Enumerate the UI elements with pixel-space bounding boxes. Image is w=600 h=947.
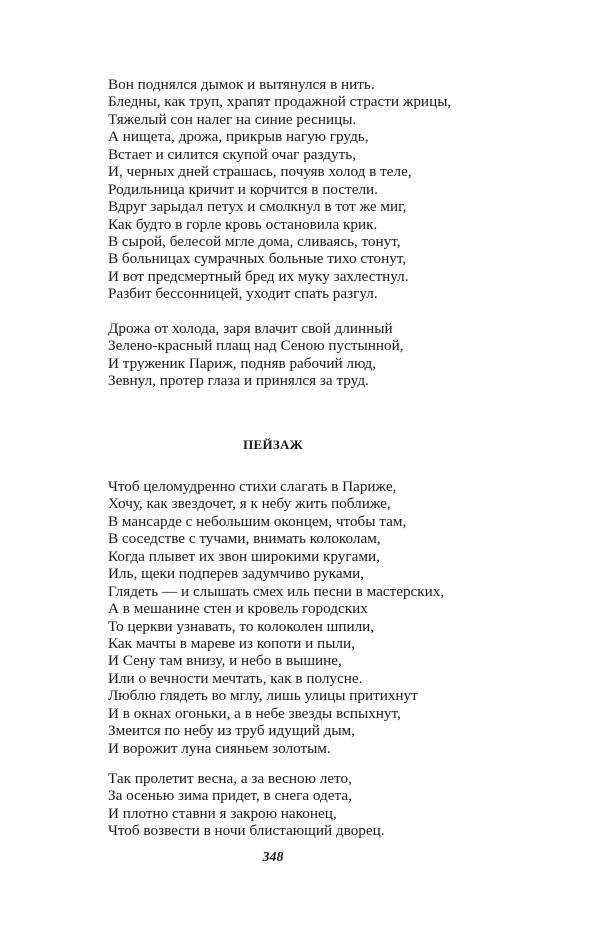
verse-line: И Сену там внизу, и небо в вышине,: [108, 652, 342, 670]
verse-line: Как будто в горле кровь остановила крик.: [108, 215, 378, 233]
verse-line: Чтоб целомудренно стихи слагать в Париже,: [108, 478, 397, 495]
verse-line: Хочу, как звездочет, я к небу жить поближе,: [108, 495, 391, 513]
verse-line: Вдруг зарыдал петух и смолкнул в тот же миг,: [108, 198, 407, 216]
verse-line: И труженик Париж, подняв рабочий люд,: [108, 354, 377, 372]
verse-line: Чтоб возвести в ночи блистающий дворец.: [108, 822, 385, 840]
verse-line: И вот предсмертный бред их муку захлестнул.: [108, 267, 409, 285]
verse-line: Или о вечности мечтать, как в полусне.: [108, 669, 363, 687]
verse-line: Тяжелый сон налег на синие ресницы.: [108, 110, 357, 128]
poem-stanza-4: [108, 770, 385, 840]
poem-stanza-3: [108, 478, 444, 757]
verse-line: В больницах сумрачных больные тихо стонут,: [108, 250, 407, 268]
verse-line: Бледны, как труп, храпят продажной страсти жрицы,: [108, 93, 452, 111]
verse-line: Когда плывет их звон широкими кругами,: [108, 547, 380, 565]
verse-line: Как мачты в мареве из копоти и пыли,: [108, 634, 355, 652]
verse-line: В сырой, белесой мгле дома, сливаясь, тонут,: [108, 232, 401, 250]
poem-title: ПЕЙЗАЖ: [243, 437, 303, 452]
verse-line: Иль, щеки подперев задумчиво руками,: [108, 565, 365, 583]
verse-line: И в окнах огоньки, а в небе звезды вспыхнут,: [108, 704, 401, 722]
verse-line: Змеится по небу из труб идущий дым,: [108, 722, 355, 740]
verse-line: Родильница кричит и корчится в постели.: [108, 180, 378, 198]
verse-line: Люблю глядеть во мглу, лишь улицы притихнут: [108, 687, 418, 705]
verse-line: Зевнул, протер глаза и принялся за труд.: [108, 372, 369, 390]
verse-line: В мансарде с небольшим оконцем, чтобы там,: [108, 512, 407, 530]
verse-line: Глядеть — и слышать смех иль песни в мастерских,: [108, 582, 445, 600]
verse-line: В соседстве с тучами, внимать колоколам,: [108, 530, 381, 548]
page-number: 348: [262, 850, 284, 865]
verse-line: То церкви узнавать, то колоколен шпили,: [108, 617, 375, 635]
verse-line: А нищета, дрожа, прикрыв нагую грудь,: [108, 128, 369, 146]
verse-line: А в мешанине стен и кровель городских: [108, 600, 368, 618]
verse-line: За осенью зима придет, в снега одета,: [108, 787, 352, 805]
verse-line: Разбит бессонницей, уходит спать разгул.: [108, 285, 378, 303]
poem-stanza-1: [108, 76, 451, 303]
verse-line: Вон поднялся дымок и вытянулся в нить.: [108, 76, 375, 93]
poem-stanza-2: [108, 320, 404, 390]
verse-line: Встает и силится скупой очаг раздуть,: [108, 145, 356, 163]
verse-line: Так пролетит весна, а за весною лето,: [108, 770, 352, 787]
verse-line: И, черных дней страшась, почуяв холод в теле,: [108, 163, 412, 181]
verse-line: Зелено-красный плащ над Сеною пустынной,: [108, 337, 404, 355]
verse-line: Дрожа от холода, заря влачит свой длинный: [108, 320, 393, 337]
verse-line: И плотно ставни я закрою наконец,: [108, 804, 337, 822]
verse-line: И ворожит луна сияньем золотым.: [108, 739, 331, 757]
